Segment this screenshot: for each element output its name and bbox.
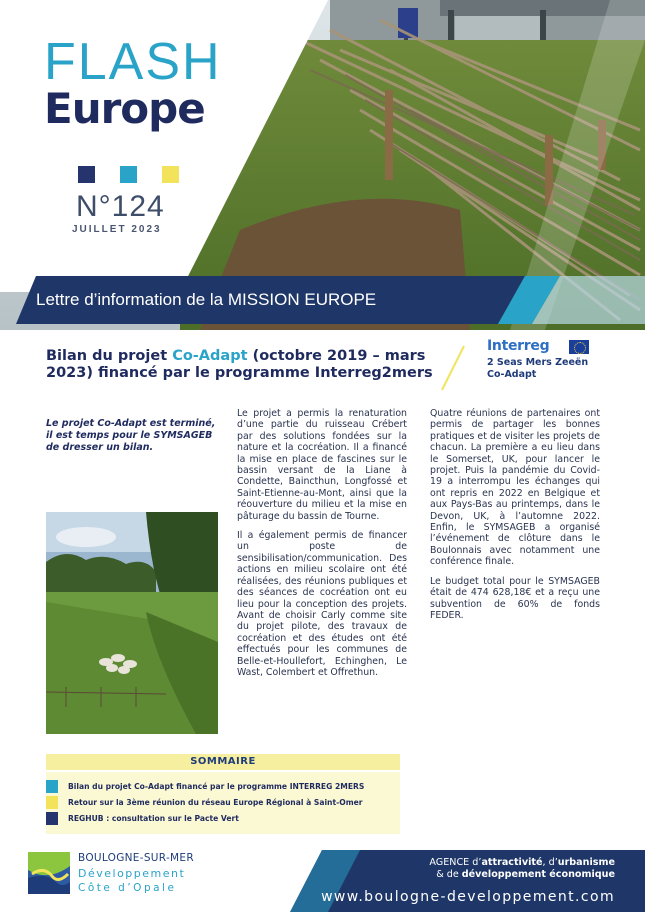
website-link[interactable]: www.boulogne-developpement.com	[321, 889, 615, 905]
banner-text-plain: Lettre d’information de la	[36, 290, 228, 309]
agency-text-strong: développement économique	[461, 869, 615, 880]
agency-text-strong: urbanisme	[557, 857, 615, 868]
color-squares	[78, 166, 179, 183]
square-yellow	[162, 166, 179, 183]
interreg-program	[487, 357, 597, 381]
agency-text-strong: attractivité	[481, 857, 543, 868]
sommaire-item[interactable]	[46, 812, 239, 825]
eu-flag-icon	[569, 340, 589, 354]
headline-before: Bilan du projet	[46, 348, 173, 364]
col2-paragraph-1: Le projet a permis la renaturation d’une partie du ruisseau Crébert par des solutions fondées sur la nature et la cocréation. Il a financé la mise en place de fascines sur le bassin versant de la Liane à Condette, Baincthun, Longfossé et Saint-Etienne-au-Mont, ainsi que la réouverture du milieu et la mise en pâturage du bassin de Tourne.	[237, 408, 407, 522]
boulogne-logo-icon	[28, 852, 70, 894]
agency-text: & de	[436, 869, 462, 880]
agency-tagline	[429, 857, 615, 881]
sommaire-item[interactable]	[46, 796, 363, 809]
square-navy	[78, 166, 95, 183]
article-column-2	[237, 408, 407, 686]
interreg-line2: Co-Adapt	[487, 369, 537, 380]
col3-paragraph-2: Le budget total pour le SYMSAGEB était de 474 628,18€ et a reçu une subvention de 60% de fonds FEDER.	[430, 575, 600, 621]
logo-line-1: BOULOGNE-SUR-MER	[78, 852, 194, 864]
agency-line-2	[429, 869, 615, 881]
issue-number: N°124	[76, 190, 165, 223]
issue-date: JUILLET 2023	[72, 224, 162, 235]
sommaire-marker	[46, 780, 58, 793]
sommaire-item[interactable]	[46, 780, 364, 793]
stream-photo	[46, 512, 218, 734]
col2-paragraph-2: Il a également permis de financer un poste de sensibilisation/communication. Des actions en milieu scolaire ont été réalisées, des réunions publiques et des séances de cocréation ont eu lieu pour la conception des projets. Avant de choisir Carly comme site du projet pilote, des travaux de cocréation et des études ont été effectués pour les communes de Belle-et-Houllefort, Echinghen, Le Wast, Colembert et Offrethun.	[237, 530, 407, 678]
article-headline	[46, 348, 446, 382]
title-flash: FLASH	[44, 33, 222, 91]
col3-paragraph-1: Quatre réunions de partenaires ont permis de partager les bonnes pratiques et de visiter les projets de chacun. La première a eu lieu dans le Somerset, UK, pour lancer le projet. Puis la pandémie du Covid-19 a interrompu les échanges qui ont repris en 2022 en Belgique et aux Pays-Bas au printemps, dans le Devon, UK, à l’automne 2022. Enfin, le SYMSAGEB a organisé l’événement de clôture dans le Boulonnais avec notamment une conférence finale.	[430, 408, 600, 568]
headline-highlight: Co-Adapt	[172, 348, 248, 364]
title-europe: Europe	[44, 84, 205, 133]
logo-line-3: Côte d’Opale	[78, 882, 177, 894]
square-blue	[120, 166, 137, 183]
sommaire-item-label: Bilan du projet Co-Adapt financé par le programme INTERREG 2MERS	[68, 782, 365, 791]
agency-text: , d’	[542, 857, 558, 868]
sommaire-title: SOMMAIRE	[46, 754, 400, 770]
sommaire-item-label: Retour sur la 3ème réunion du réseau Europe Régional à Saint-Omer	[68, 798, 363, 807]
sommaire-item-label: REGHUB : consultation sur le Pacte Vert	[68, 814, 239, 823]
banner-text-strong: MISSION EUROPE	[227, 290, 377, 309]
interreg-name: Interreg	[487, 338, 550, 354]
agency-text: AGENCE d’	[429, 857, 482, 868]
interreg-logo	[487, 338, 597, 381]
headline-after: (octobre 2019 – mars 2023) financé par le programme Interreg2mers	[46, 348, 433, 381]
yellow-slash	[438, 342, 468, 394]
sommaire-marker	[46, 796, 58, 809]
interreg-line1: 2 Seas Mers Zeeën	[487, 357, 589, 368]
logo-line-2: Développement	[78, 867, 186, 880]
sommaire-marker	[46, 812, 58, 825]
agency-line-1	[429, 857, 615, 869]
sommaire-box	[46, 772, 400, 834]
article-intro: Le projet Co-Adapt est terminé, il est temps pour le SYMSAGEB de dresser un bilan.	[46, 418, 216, 453]
banner-text	[36, 290, 376, 310]
article-column-3	[430, 408, 600, 629]
